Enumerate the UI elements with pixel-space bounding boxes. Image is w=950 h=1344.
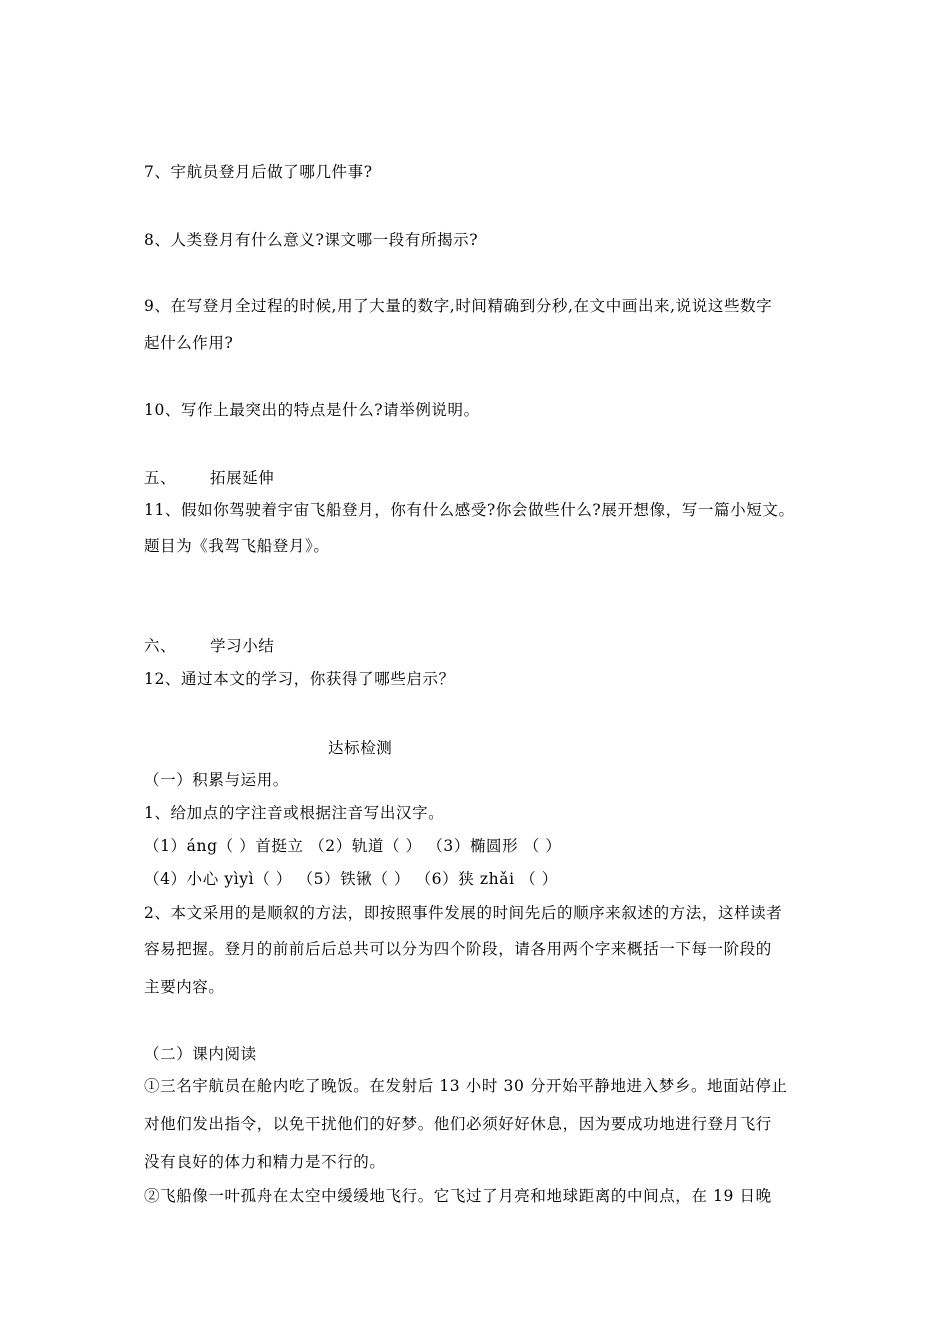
section-5-title: 拓展延伸: [210, 469, 275, 487]
test-part-1: （一）积累与运用。: [144, 771, 289, 789]
question-9-line-1: 9、在写登月全过程的时候,用了大量的数字,时间精确到分秒,在文中画出来,说说这些数字: [144, 297, 773, 315]
test-item-1: 1、给加点的字注音或根据注音写出汉字。: [144, 804, 445, 822]
section-5-heading: [144, 466, 274, 488]
section-6-number: 六、: [144, 637, 177, 655]
test-item-2-line-3: 主要内容。: [144, 978, 225, 996]
test-item-1-row-2: （4）小心 yìyì（ ） （5）铁锹（ ） （6）狭 zhǎi （ ）: [144, 870, 558, 888]
test-item-2-line-1: 2、本文采用的是顺叙的方法，即按照事件发展的时间先后的顺序来叙述的方法，这样读者: [144, 904, 783, 922]
reading-paragraph-1-line-2: 对他们发出指令，以免干扰他们的好梦。他们必须好好休息，因为要成功地进行登月飞行: [144, 1115, 772, 1133]
test-item-1-row-1: （1）áng（ ）首挺立 （2）轨道（ ） （3）椭圆形 （ ）: [144, 837, 562, 855]
question-12: 12、通过本文的学习，你获得了哪些启示？: [144, 670, 455, 688]
question-11-line-1: 11、假如你驾驶着宇宙飞船登月，你有什么感受?你会做些什么?展开想像，写一篇小短文。: [144, 501, 795, 519]
test-part-2: （二）课内阅读: [144, 1045, 257, 1063]
test-item-2-line-2: 容易把握。登月的前前后后总共可以分为四个阶段，请各用两个字来概括一下每一阶段的: [144, 940, 772, 958]
section-6-heading: [144, 634, 274, 656]
section-5-number: 五、: [144, 469, 177, 487]
reading-paragraph-1-line-1: ①三名宇航员在舱内吃了晚饭。在发射后 13 小时 30 分开始平静地进入梦乡。地面站停止: [144, 1077, 788, 1095]
question-9-line-2: 起什么作用?: [144, 334, 234, 352]
reading-paragraph-2-line-1: ②飞船像一叶孤舟在太空中缓缓地飞行。它飞过了月亮和地球距离的中间点，在 19 日晚: [144, 1187, 772, 1205]
question-8: 8、人类登月有什么意义?课文哪一段有所揭示?: [144, 231, 479, 249]
question-10: 10、写作上最突出的特点是什么?请举例说明。: [144, 401, 480, 419]
question-11-line-2: 题目为《我驾飞船登月》。: [144, 537, 330, 555]
test-title: 达标检测: [328, 739, 393, 757]
reading-paragraph-1-line-3: 没有良好的体力和精力是不行的。: [144, 1153, 386, 1171]
section-6-title: 学习小结: [210, 637, 275, 655]
question-7: 7、宇航员登月后做了哪几件事?: [144, 163, 373, 181]
